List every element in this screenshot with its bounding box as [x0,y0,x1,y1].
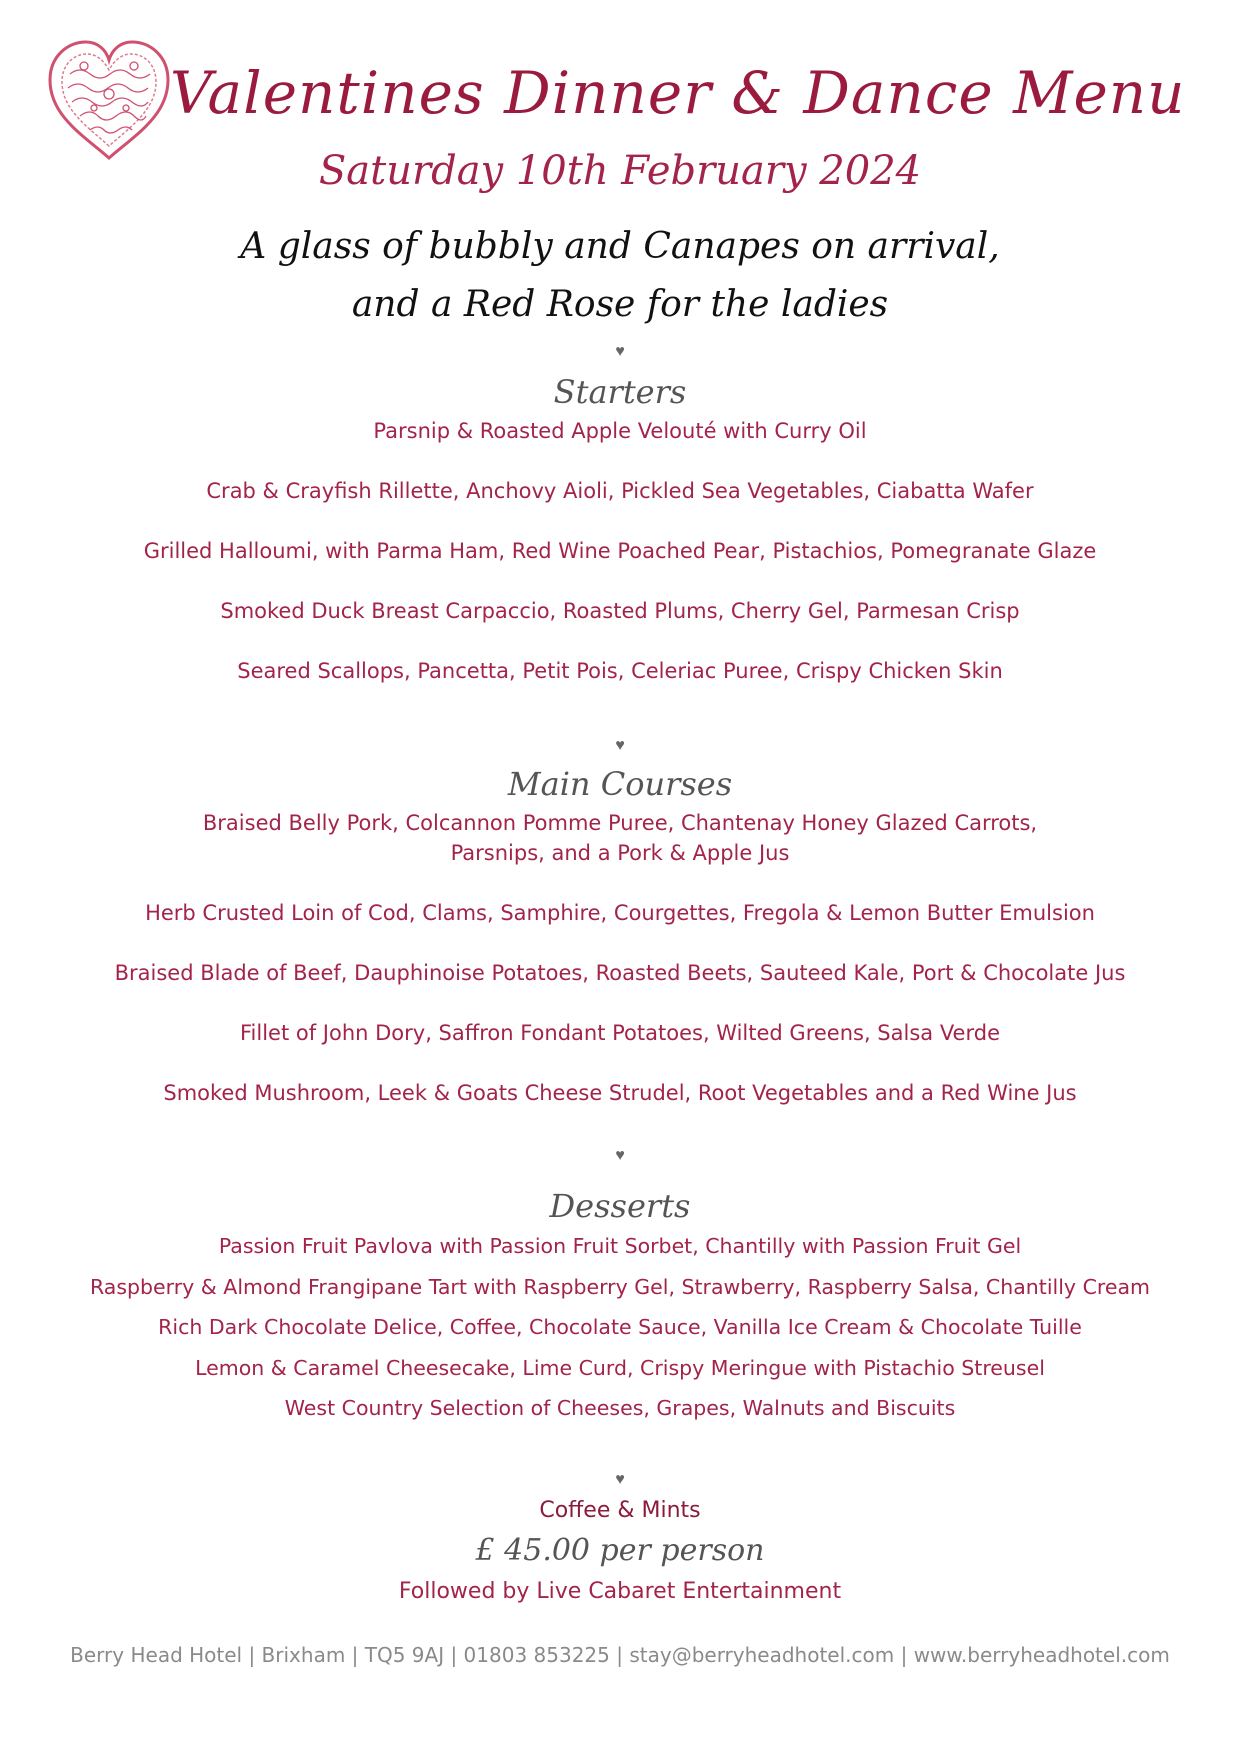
heart-icon: ♥ [615,1147,625,1164]
menu-item: Braised Belly Pork, Colcannon Pomme Puree, Chantenay Honey Glazed Carrots, Parsnips, and a Pork & Apple Jus [202,811,1038,865]
entertainment-note: Followed by Live Cabaret Entertainment [398,1579,842,1604]
menu-item: Smoked Mushroom, Leek & Goats Cheese Strudel, Root Vegetables and a Red Wine Jus [163,1081,1077,1105]
menu-title: Valentines Dinner & Dance Menu [170,59,1186,127]
arrival-line-1: A glass of bubbly and Canapes on arrival, [240,226,1000,267]
menu-item: Parsnip & Roasted Apple Velouté with Curry Oil [373,419,867,443]
desserts-list [40,1226,1200,1429]
menu-item: Herb Crusted Loin of Cod, Clams, Samphire, Courgettes, Fregola & Lemon Butter Emulsion [145,901,1095,925]
menu-item: Braised Blade of Beef, Dauphinoise Potatoes, Roasted Beets, Sauteed Kale, Port & Chocolate Jus [114,961,1126,985]
menu-item: Fillet of John Dory, Saffron Fondant Potatoes, Wilted Greens, Salsa Verde [239,1021,1000,1045]
menu-item: Rich Dark Chocolate Delice, Coffee, Chocolate Sauce, Vanilla Ice Cream & Chocolate Tuille [158,1315,1082,1339]
menu-item: Grilled Halloumi, with Parma Ham, Red Wine Poached Pear, Pistachios, Pomegranate Glaze [143,539,1097,563]
menu-item: Passion Fruit Pavlova with Passion Fruit Sorbet, Chantilly with Passion Fruit Gel [218,1234,1022,1258]
heart-icon: ♥ [615,737,625,754]
starters-heading: Starters [553,373,687,411]
desserts-heading: Desserts [549,1187,691,1225]
starters-list [40,416,1200,716]
heart-icon: ♥ [615,1471,625,1488]
price: £ 45.00 per person [475,1533,765,1568]
menu-item: Lemon & Caramel Cheesecake, Lime Curd, Crispy Meringue with Pistachio Streusel [195,1355,1045,1380]
menu-item: Crab & Crayfish Rillette, Anchovy Aioli, Pickled Sea Vegetables, Ciabatta Wafer [206,479,1034,503]
mains-list [40,808,1200,1138]
menu-item: Smoked Duck Breast Carpaccio, Roasted Plums, Cherry Gel, Parmesan Crisp [220,599,1020,623]
menu-item: Seared Scallops, Pancetta, Petit Pois, Celeriac Puree, Crispy Chicken Skin [237,659,1003,683]
hotel-contact-footer: Berry Head Hotel | Brixham | TQ5 9AJ | 01803 853225 | stay@berryheadhotel.com | www.berryheadhotel.com [70,1643,1170,1667]
heart-lettering-icon [44,38,174,162]
menu-item: West Country Selection of Cheeses, Grapes, Walnuts and Biscuits [284,1396,956,1420]
coffee-note: Coffee & Mints [539,1498,701,1523]
heart-icon: ♥ [615,343,625,360]
menu-item: Raspberry & Almond Frangipane Tart with Raspberry Gel, Strawberry, Raspberry Salsa, Chantilly Cream [89,1274,1150,1299]
arrival-note [0,218,1240,334]
arrival-line-2: and a Red Rose for the ladies [351,284,889,325]
event-date: Saturday 10th February 2024 [318,148,922,194]
mains-heading: Main Courses [507,765,733,803]
